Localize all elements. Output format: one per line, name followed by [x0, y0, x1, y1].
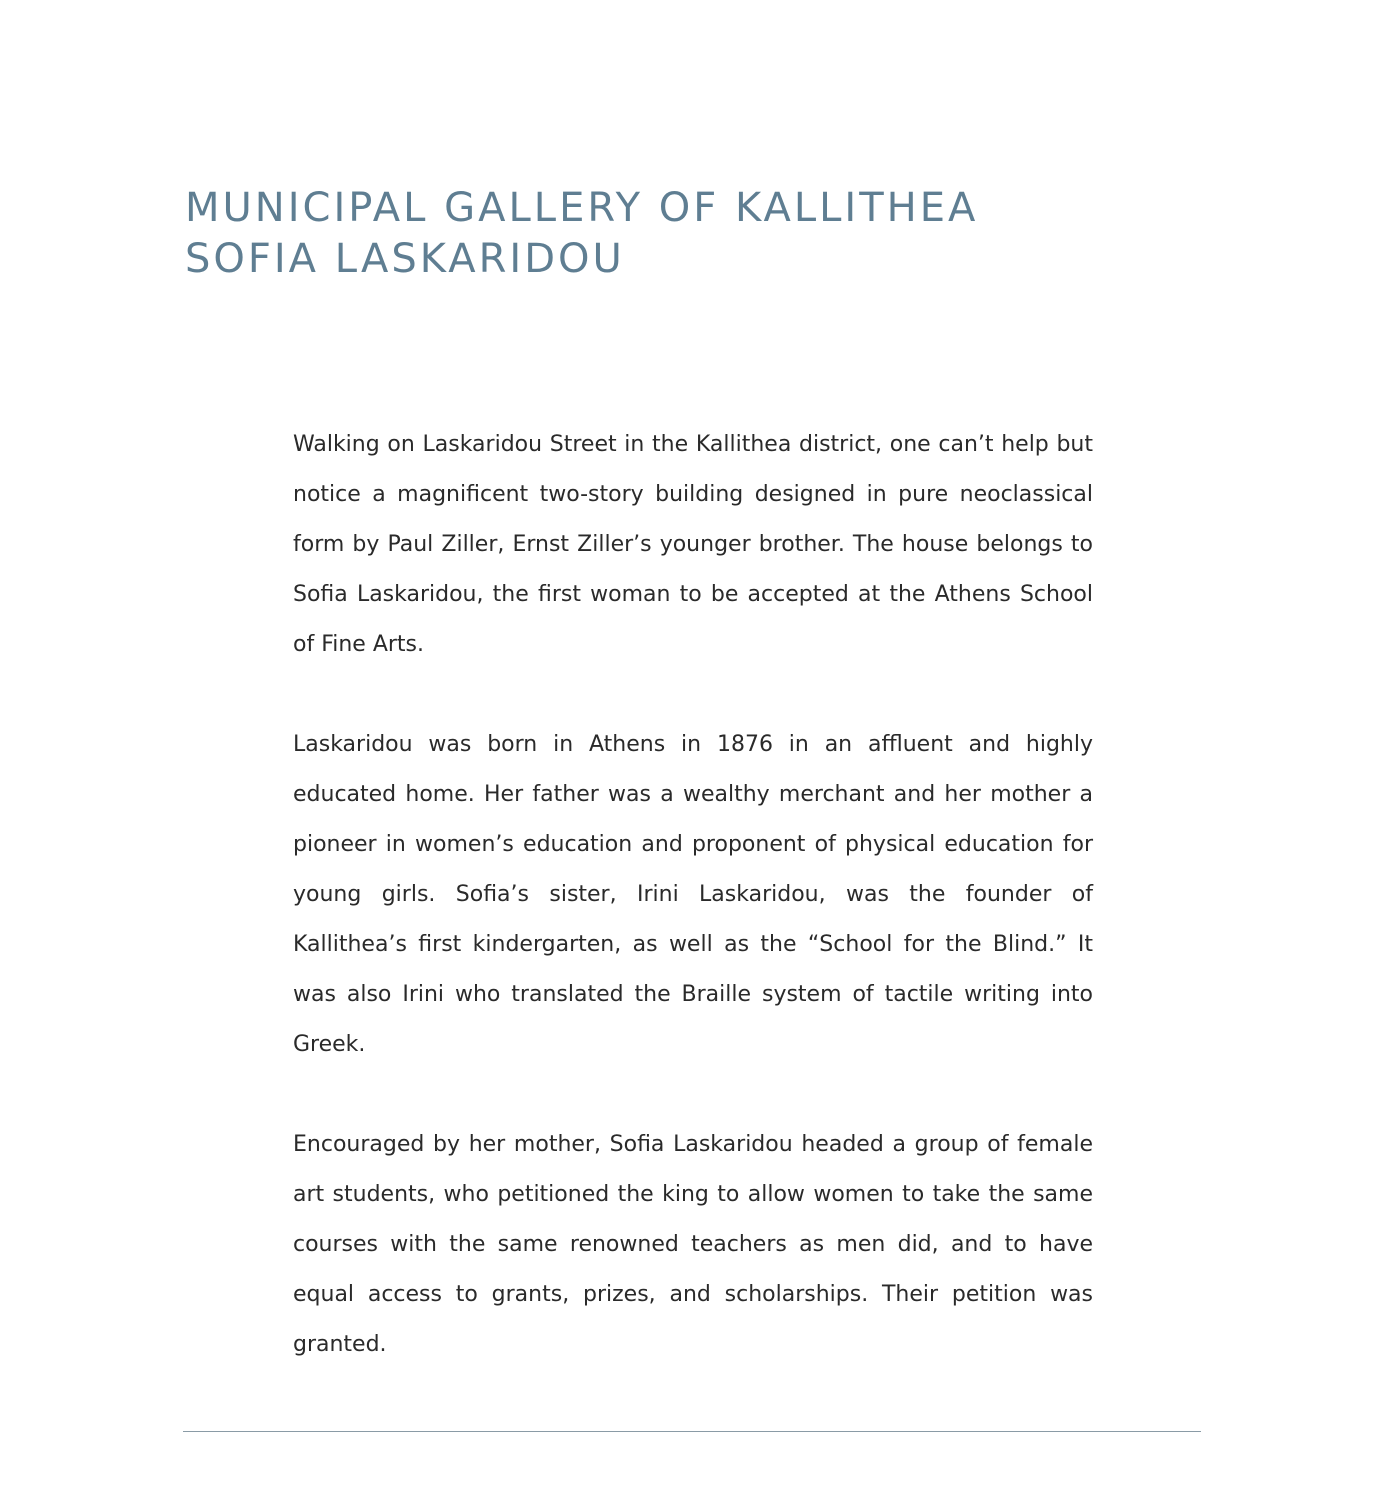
title-line-1: MUNICIPAL GALLERY OF KALLITHEA [185, 185, 979, 231]
footer-divider [183, 1431, 1201, 1432]
paragraph-3: Encouraged by her mother, Sofia Laskaridou headed a group of female art students, who petitioned the king to allow women to take the same courses with the same renowned teachers as men did, and to have equal access to grants, prizes, and scholarships. Their petition was granted. [293, 1132, 1093, 1357]
paragraph-2: Laskaridou was born in Athens in 1876 in an affluent and highly educated home. Her father was a wealthy merchant and her mother a pioneer in women’s education and proponent of physical education for young girls. Sofia’s sister, Irini Laskaridou, was the founder of Kallithea’s first kindergarten, as well as the “School for the Blind.” It was also Irini who translated the Braille system of tactile writing into Greek. [293, 732, 1093, 1057]
page-title [185, 183, 978, 285]
title-line-2: SOFIA LASKARIDOU [185, 236, 625, 282]
article-body [293, 420, 1093, 1370]
paragraph-1: Walking on Laskaridou Street in the Kallithea district, one can’t help but notice a magnificent two-story building designed in pure neoclassical form by Paul Ziller, Ernst Ziller’s younger brother. The house belongs to Sofia Laskaridou, the first woman to be accepted at the Athens School of Fine Arts. [293, 432, 1093, 657]
